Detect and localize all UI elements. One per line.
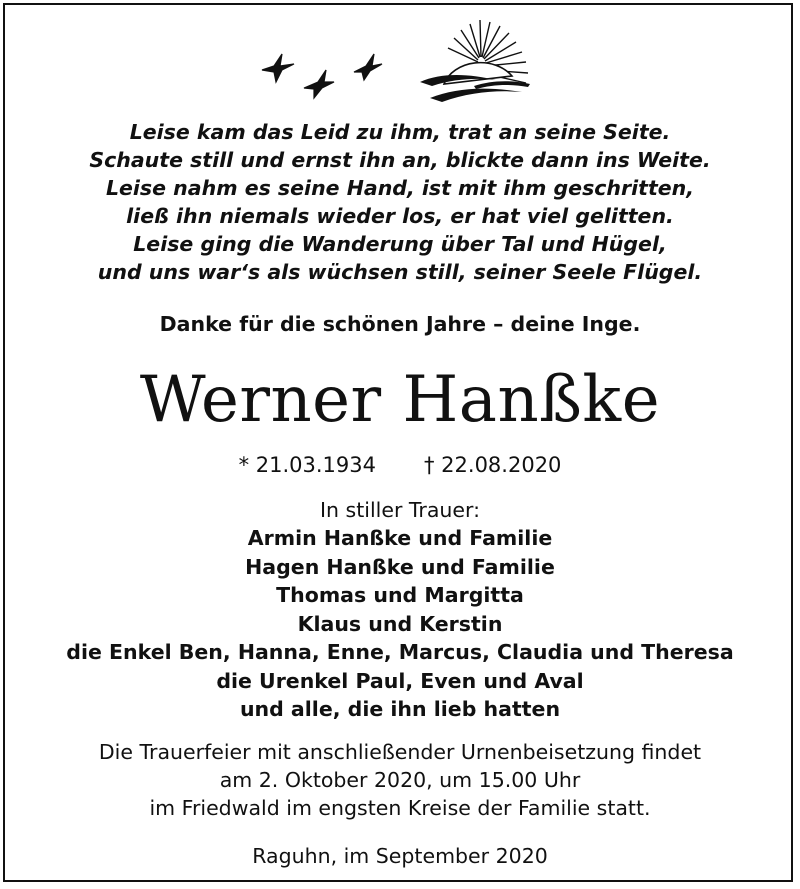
funeral-line: Die Trauerfeier mit anschließender Urnenbeisetzung findet [98, 740, 702, 764]
poem-line: Leise kam das Leid zu ihm, trat an seine Seite. [129, 120, 671, 144]
mourner-line: die Urenkel Paul, Even und Aval [216, 668, 584, 693]
poem-line: und uns war‘s als wüchsen still, seiner Seele Flügel. [97, 260, 703, 284]
funeral-line: am 2. Oktober 2020, um 15.00 Uhr [219, 768, 581, 792]
thanks-line: Danke für die schönen Jahre – deine Inge. [159, 312, 641, 336]
birth-date: * 21.03.1934 [238, 453, 376, 477]
mourner-line: Thomas und Margitta [276, 583, 524, 607]
poem-line: Schaute still und ernst ihn an, blickte dann ins Weite. [89, 148, 711, 172]
poem-line: ließ ihn niemals wieder los, er hat viel gelitten. [126, 204, 674, 228]
mourner-line: die Enkel Ben, Hanna, Enne, Marcus, Claudia und Theresa [66, 640, 734, 664]
deceased-name: Werner Hanßke [139, 363, 661, 437]
mourner-line: Hagen Hanßke und Familie [245, 554, 555, 579]
mourner-line: Armin Hanßke und Familie [247, 526, 553, 550]
mourner-line: Klaus und Kerstin [297, 611, 503, 636]
poem-line: Leise nahm es seine Hand, ist mit ihm geschritten, [105, 176, 695, 200]
bird-icon [354, 54, 382, 80]
funeral-line: im Friedwald im engsten Kreise der Familie statt. [149, 796, 651, 820]
bird-icon [262, 54, 294, 82]
mourner-line: und alle, die ihn lieb hatten [239, 697, 561, 721]
life-dates [0, 450, 800, 480]
death-date: † 22.08.2020 [424, 453, 562, 477]
poem [0, 118, 800, 286]
mourning-intro: In stiller Trauer: [320, 498, 480, 522]
place-and-date: Raguhn, im September 2020 [252, 844, 548, 868]
sun-icon [444, 63, 512, 84]
bird-icon [304, 70, 334, 98]
poem-line: Leise ging die Wanderung über Tal und Hügel, [133, 232, 667, 256]
birds-and-sunset-illustration [260, 14, 540, 104]
funeral-info [0, 738, 800, 822]
mourners-list [0, 524, 800, 724]
